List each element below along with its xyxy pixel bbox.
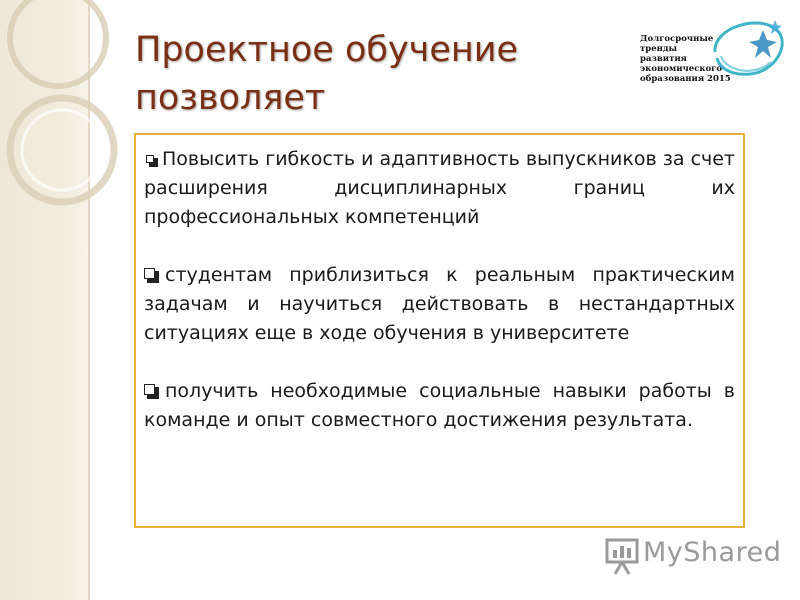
bullet-text-3: получить необходимые социальные навыки работы в команде и опыт совместного достижения результата. [144,380,735,431]
bullet-item-2 [144,261,735,348]
logo-caption-line1: Долгосрочные тренды [640,34,714,54]
bullet-text-2: студентам приблизиться к реальным практическим задачам и научиться действовать в нестандартных ситуациях еще в ходе обучения в университете [144,264,735,344]
checkbox-bullet-icon [144,384,157,397]
logo-caption-line4: образования 2015 [640,74,731,84]
slide-title [135,26,595,122]
bullet-text-1: Повысить гибкость и адаптивность выпускников за счет расширения дисциплинарных границ их профессиональных компетенций [144,148,735,228]
checkbox-bullet-icon [146,155,156,165]
swirl-star-logo-icon [705,12,795,84]
presentation-board-icon [605,536,641,576]
bullet-list-box [134,133,745,528]
decorative-circles [0,0,140,260]
watermark-text: MyShared [643,537,782,568]
slide-title-line1: Проектное обучение [135,30,519,70]
logo-caption-line2: развития [640,54,687,64]
logo-caption-line3: экономического [640,64,723,74]
bullet-item-3 [144,377,735,435]
bullet-item-1 [144,145,735,232]
slide-title-line2: позволяет [135,78,326,118]
checkbox-bullet-icon [144,268,157,281]
